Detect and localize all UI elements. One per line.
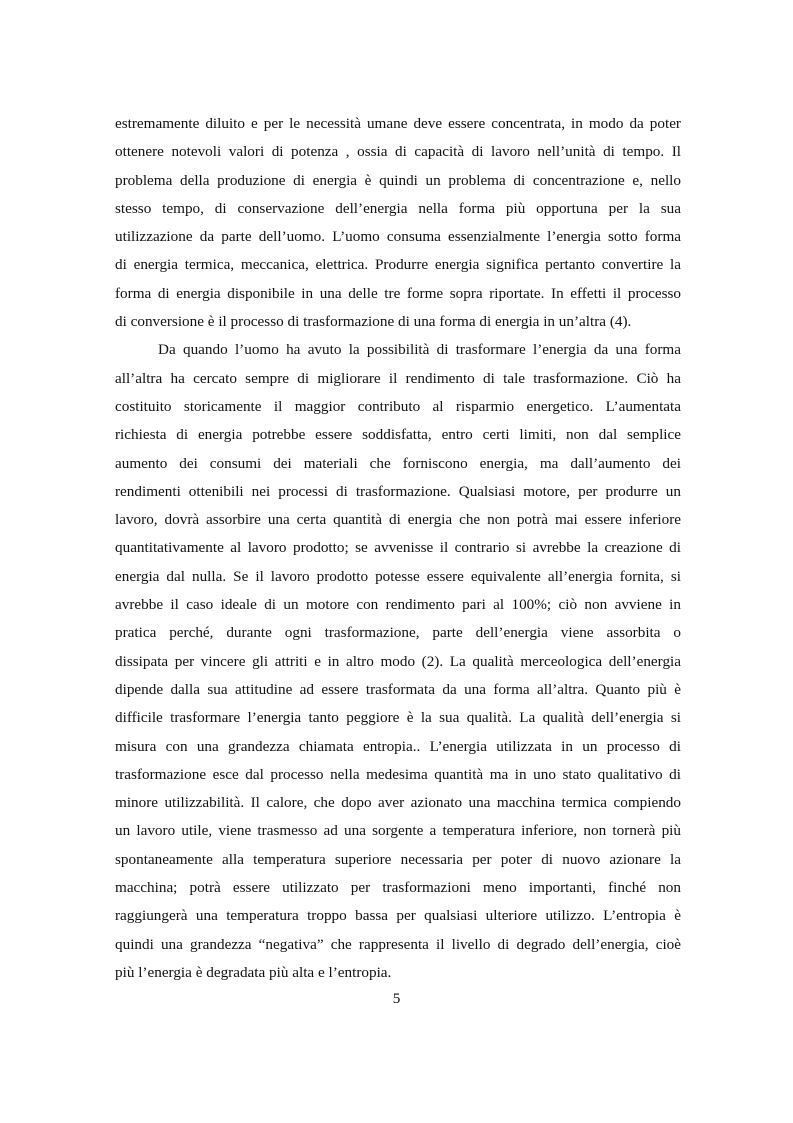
text-line: più l’energia è degradata più alta e l’entropia. (115, 963, 392, 981)
text-line: forma di energia disponibile in una delle tre forme sopra riportate. In effetti il processo (115, 284, 681, 302)
text-line: di conversione è il processo di trasformazione di una forma di energia in un’altra (4). (115, 313, 632, 331)
text-line: stesso tempo, di conservazione dell’energia nella forma più opportuna per la sua (115, 199, 681, 217)
text-line: minore utilizzabilità. Il calore, che dopo aver azionato una macchina termica compiendo (115, 794, 681, 812)
text-line: raggiungerà una temperatura troppo bassa per qualsiasi ulteriore utilizzo. L’entropia è (115, 907, 681, 925)
text-line: all’altra ha cercato sempre di migliorare il rendimento di tale trasformazione. Ciò ha (115, 369, 681, 387)
text-line: quindi una grandezza “negativa” che rappresenta il livello di degrado dell’energia, cioè (115, 935, 681, 953)
text-line: misura con una grandezza chiamata entropia.. L’energia utilizzata in un processo di (115, 737, 681, 755)
text-line: difficile trasformare l’energia tanto peggiore è la sua qualità. La qualità dell’energia si (115, 709, 681, 727)
paragraph-2 (115, 336, 681, 987)
text-line: dissipata per vincere gli attriti e in altro modo (2). La qualità merceologica dell’energia (115, 652, 681, 670)
text-line: problema della produzione di energia è quindi un problema di concentrazione e, nello (115, 171, 681, 189)
text-line: costituito storicamente il maggior contributo al risparmio energetico. L’aumentata (115, 397, 681, 415)
text-line: di energia termica, meccanica, elettrica. Produrre energia significa pertanto convertire la (115, 256, 681, 274)
text-line: estremamente diluito e per le necessità umane deve essere concentrata, in modo da poter (115, 115, 681, 132)
text-line: rendimenti ottenibili nei processi di trasformazione. Qualsiasi motore, per produrre un (115, 482, 681, 500)
text-line: aumento dei consumi dei materiali che forniscono energia, ma dall’aumento dei (115, 454, 681, 472)
text-line: ottenere notevoli valori di potenza , ossia di capacità di lavoro nell’unità di tempo. Il (115, 143, 681, 161)
text-line: Da quando l’uomo ha avuto la possibilità di trasformare l’energia da una forma (158, 341, 681, 359)
text-line: spontaneamente alla temperatura superiore necessaria per poter di nuovo azionare la (115, 850, 681, 868)
body-text (115, 110, 681, 987)
text-line: macchina; potrà essere utilizzato per trasformazioni meno importanti, finché non (115, 879, 681, 897)
text-line: utilizzazione da parte dell’uomo. L’uomo consuma essenzialmente l’energia sotto forma (115, 228, 681, 246)
text-line: lavoro, dovrà assorbire una certa quantità di energia che non potrà mai essere inferiore (115, 511, 681, 529)
text-line: avrebbe il caso ideale di un motore con rendimento pari al 100%; ciò non avviene in (115, 596, 681, 614)
text-line: pratica perché, durante ogni trasformazione, parte dell’energia viene assorbita o (115, 624, 681, 642)
paragraph-1 (115, 110, 681, 336)
page-number: 5 (392, 990, 401, 1007)
text-line: un lavoro utile, viene trasmesso ad una sorgente a temperatura inferiore, non tornerà più (115, 822, 681, 840)
text-line: richiesta di energia potrebbe essere soddisfatta, entro certi limiti, non dal semplice (115, 426, 681, 444)
text-line: quantitativamente al lavoro prodotto; se avvenisse il contrario si avrebbe la creazione di (115, 539, 681, 557)
text-line: trasformazione esce dal processo nella medesima quantità ma in uno stato qualitativo di (115, 765, 681, 783)
text-line: dipende dalla sua attitudine ad essere trasformata da una forma all’altra. Quanto più è (115, 680, 681, 698)
text-line: energia dal nulla. Se il lavoro prodotto potesse essere equivalente all’energia fornita, si (115, 567, 681, 585)
